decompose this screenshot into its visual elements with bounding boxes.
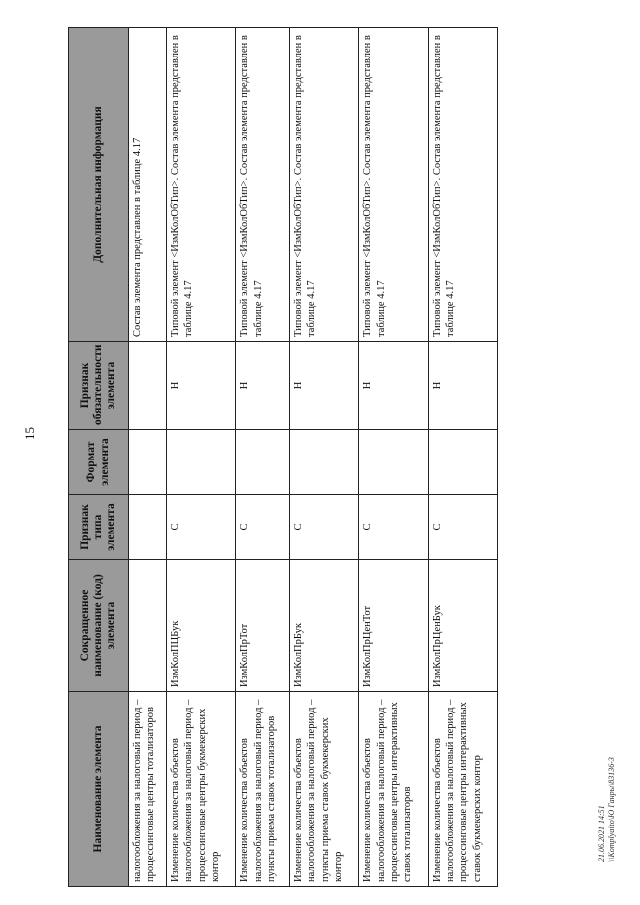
cell-format — [428, 430, 497, 495]
cell-name: Изменение количества объектов налогообложения за налоговый период – процессинговые центры интерактивных ставок букмекерских контор — [428, 692, 497, 887]
cell-required: Н — [428, 342, 497, 430]
cell-info: Типовой элемент <ИзмКолОбТип>. Состав элемента представлен в таблице 4.17 — [166, 28, 235, 342]
header-name: Наименование элемента — [69, 692, 129, 887]
stamp-date: 21.06.2021 14:51 — [597, 805, 606, 862]
table-row — [236, 28, 290, 887]
cell-info: Состав элемента представлен в таблице 4.17 — [129, 28, 167, 342]
header-type: Признак типа элемента — [69, 495, 129, 560]
table-row — [166, 28, 235, 887]
cell-name: Изменение количества объектов налогообложения за налоговый период – пункты приема ставок тотализаторов — [236, 692, 290, 887]
cell-name: налогообложения за налоговый период – процессинговые центры тотализаторов — [129, 692, 167, 887]
element-table — [68, 27, 498, 887]
cell-format — [166, 430, 235, 495]
cell-type: С — [236, 495, 290, 560]
cell-type: С — [428, 495, 497, 560]
cell-info: Типовой элемент <ИзмКолОбТип>. Состав элемента представлен в таблице 4.17 — [236, 28, 290, 342]
cell-code: ИзмКолПрЦенБук — [428, 560, 497, 692]
cell-code: ИзмКолПрТот — [236, 560, 290, 692]
cell-info: Типовой элемент <ИзмКолОбТип>. Состав элемента представлен в таблице 4.17 — [428, 28, 497, 342]
table-header-row — [69, 28, 129, 887]
cell-type: С — [359, 495, 428, 560]
cell-type — [129, 495, 167, 560]
header-required: Признак обязательности элемента — [69, 342, 129, 430]
cell-required: Н — [359, 342, 428, 430]
cell-code: ИзмКолПрЦенТот — [359, 560, 428, 692]
table-container — [68, 27, 498, 887]
header-format: Формат элемента — [69, 430, 129, 495]
print-stamp — [597, 757, 617, 862]
cell-format — [289, 430, 358, 495]
page-number: 15 — [22, 427, 37, 440]
cell-name: Изменение количества объектов налогообложения за налоговый период – пункты приема ставок букмекерских контор — [289, 692, 358, 887]
table-row — [289, 28, 358, 887]
cell-format — [129, 430, 167, 495]
cell-type: С — [166, 495, 235, 560]
table-row — [428, 28, 497, 887]
stamp-path: \\Komplyaito\Ю Ганры\83136-3 — [607, 757, 616, 862]
table-row — [129, 28, 167, 887]
cell-required: Н — [166, 342, 235, 430]
cell-required — [129, 342, 167, 430]
cell-required: Н — [289, 342, 358, 430]
cell-required: Н — [236, 342, 290, 430]
cell-code: ИзмКолПЦБук — [166, 560, 235, 692]
cell-type: С — [289, 495, 358, 560]
table-row — [359, 28, 428, 887]
header-code: Сокращенное наименование (код) элемента — [69, 560, 129, 692]
cell-name: Изменение количества объектов налогообложения за налоговый период – процессинговые центры интерактивных ставок тотализаторов — [359, 692, 428, 887]
cell-format — [236, 430, 290, 495]
cell-format — [359, 430, 428, 495]
cell-name: Изменение количества объектов налогообложения за налоговый период – процессинговые центры букмекерских контор — [166, 692, 235, 887]
cell-info: Типовой элемент <ИзмКолОбТип>. Состав элемента представлен в таблице 4.17 — [289, 28, 358, 342]
cell-code: ИзмКолПрБук — [289, 560, 358, 692]
header-info: Дополнительная информация — [69, 28, 129, 342]
cell-info: Типовой элемент <ИзмКолОбТип>. Состав элемента представлен в таблице 4.17 — [359, 28, 428, 342]
cell-code — [129, 560, 167, 692]
